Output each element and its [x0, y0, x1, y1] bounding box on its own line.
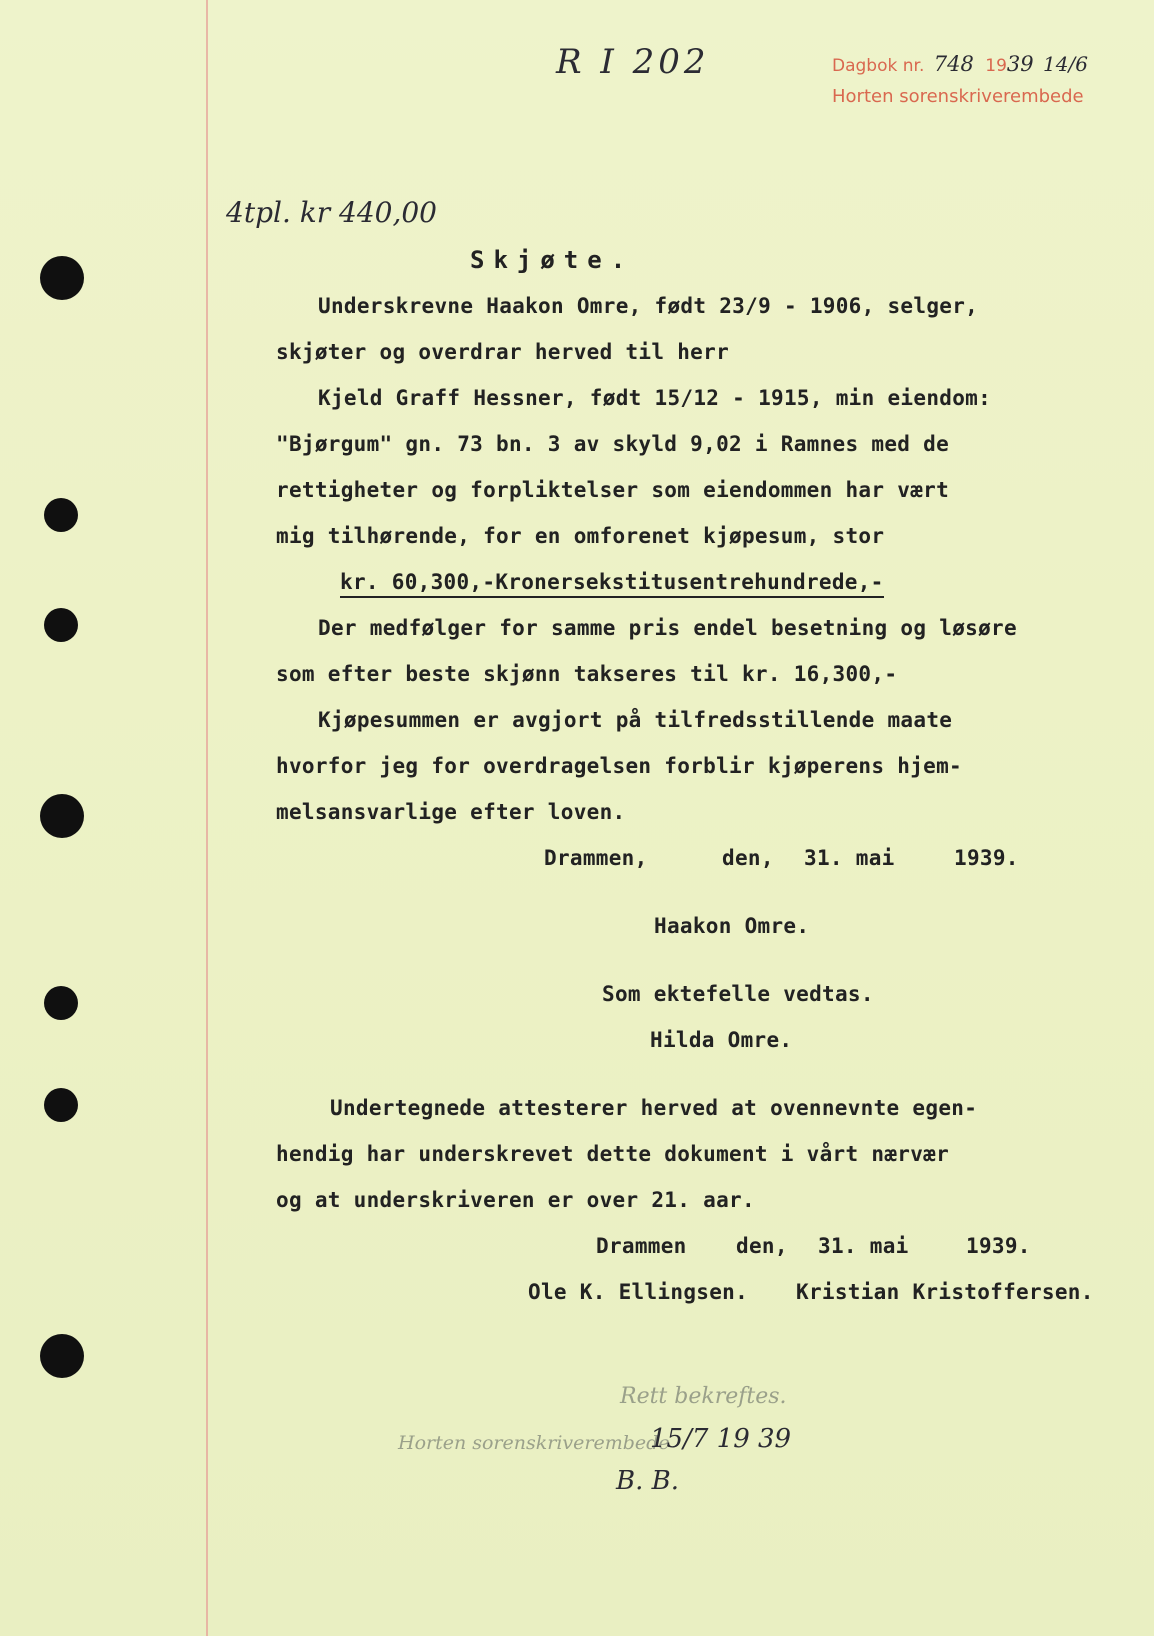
date-day: 31. mai: [818, 1234, 909, 1258]
dagbok-number: 748: [933, 52, 974, 76]
margin-note: 4tpl. kr 440,00: [226, 196, 437, 229]
year-prefix: 19: [985, 56, 1007, 76]
body-line: Underskrevne Haakon Omre, født 23/9 - 1906, selger,: [318, 294, 979, 318]
year-hand: 39: [1006, 52, 1034, 76]
purchase-price: kr. 60,300,-Kronersekstitusentrehundrede,-: [340, 570, 884, 598]
reference-number: R I 202: [556, 42, 710, 82]
witness-1-signature: Ole K. Ellingsen.: [528, 1280, 749, 1304]
attestation-line: hendig har underskrevet dette dokument i vårt nærvær: [276, 1142, 950, 1166]
body-line: Der medfølger for samme pris endel besetning og løsøre: [318, 616, 1017, 640]
certified-stamp: Rett bekreftes.: [620, 1384, 787, 1409]
punch-hole: [44, 608, 78, 642]
punch-hole: [40, 1334, 84, 1378]
date-day: 31. mai: [804, 846, 895, 870]
dagbok-label: Dagbok nr.: [832, 56, 925, 76]
attestation-line: og at underskriveren er over 21. aar.: [276, 1188, 755, 1212]
punch-hole: [44, 986, 78, 1020]
body-line: mig tilhørende, for en omforenet kjøpesum, stor: [276, 524, 885, 548]
office-stamp: Horten sorenskriverembede: [832, 86, 1084, 107]
date-den: den,: [736, 1234, 788, 1258]
body-line: "Bjørgum" gn. 73 bn. 3 av skyld 9,02 i Ramnes med de: [276, 432, 950, 456]
body-line: skjøter og overdrar herved til herr: [276, 340, 730, 364]
body-line: hvorfor jeg for overdragelsen forblir kjøperens hjem-: [276, 754, 962, 778]
punch-hole: [44, 498, 78, 532]
body-line: melsansvarlige efter loven.: [276, 800, 626, 824]
date-year: 1939.: [954, 846, 1019, 870]
document-title: Skjøte.: [470, 246, 635, 274]
margin-line: [206, 0, 208, 1636]
punch-hole: [40, 794, 84, 838]
date-place: Drammen,: [544, 846, 648, 870]
body-line: Kjøpesummen er avgjort på tilfredsstillende maate: [318, 708, 953, 732]
punch-hole: [44, 1088, 78, 1122]
body-line: Kjeld Graff Hessner, født 15/12 - 1915, min eiendom:: [318, 386, 992, 410]
body-line: som efter beste skjønn takseres til kr. 16,300,-: [276, 662, 898, 686]
date-hand: 14/6: [1043, 52, 1088, 76]
seller-signature: Haakon Omre.: [654, 914, 810, 938]
initials-hand: B. B.: [616, 1466, 680, 1496]
punch-hole: [40, 256, 84, 300]
body-line: rettigheter og forpliktelser som eiendommen har vært: [276, 478, 950, 502]
spouse-signature: Hilda Omre.: [650, 1028, 793, 1052]
dagbok-stamp: [832, 52, 1088, 76]
spouse-consent: Som ektefelle vedtas.: [602, 982, 874, 1006]
bottom-date-hand: 15/7 19 39: [650, 1424, 792, 1454]
attestation-line: Undertegnede attesterer herved at ovennevnte egen-: [330, 1096, 978, 1120]
bottom-office-stamp: Horten sorenskriverembede: [398, 1432, 670, 1454]
witness-2-signature: Kristian Kristoffersen.: [796, 1280, 1094, 1304]
date-den: den,: [722, 846, 774, 870]
date-year: 1939.: [966, 1234, 1031, 1258]
date-place: Drammen: [596, 1234, 687, 1258]
